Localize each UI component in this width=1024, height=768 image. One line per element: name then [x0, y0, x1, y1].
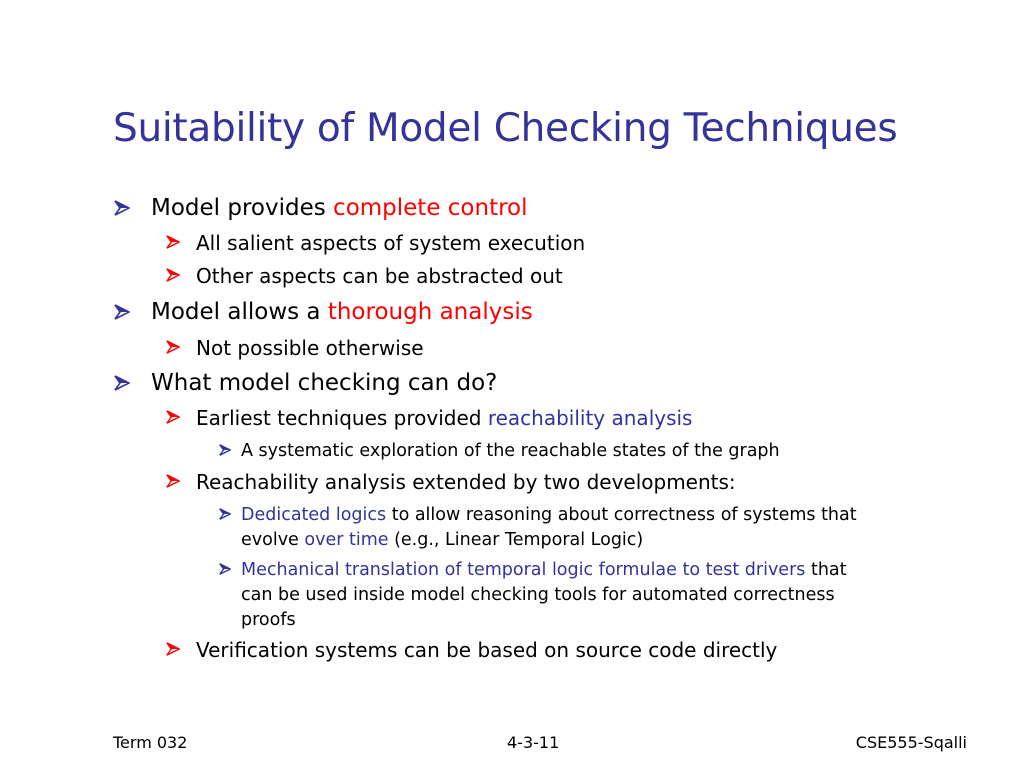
term-text: Mechanical translation of temporal logic formulae to test drivers — [241, 560, 806, 580]
bullet-text: Not possible otherwise — [196, 336, 424, 360]
bullet-text: All salient aspects of system execution — [196, 231, 586, 255]
bullet-text: that — [805, 560, 847, 580]
bullet-text: Verification systems can be based on source code directly — [196, 638, 778, 662]
bullet-text: Model provides — [151, 195, 334, 221]
arrow-bullet-icon — [166, 642, 180, 656]
term-text: over time — [304, 530, 389, 550]
highlight-text: complete control — [333, 195, 528, 221]
bullet-text: Reachability analysis extended by two developments: — [196, 470, 736, 494]
sub-bullet-item — [196, 231, 585, 255]
arrow-bullet-icon — [219, 563, 231, 575]
arrow-bullet-icon — [166, 410, 180, 424]
arrow-bullet-icon — [114, 200, 130, 216]
footer-term: Term 032 — [113, 733, 188, 752]
arrow-bullet-icon — [166, 474, 180, 488]
sub-bullet-item — [196, 336, 424, 360]
bullet-line — [241, 528, 857, 553]
bullet-line: proofs — [241, 610, 296, 630]
bullet-text: Other aspects can be abstracted out — [196, 264, 563, 288]
arrow-bullet-icon — [219, 508, 231, 520]
bullet-text: Model allows a — [151, 299, 328, 325]
footer-date: 4-3-11 — [507, 733, 560, 752]
sub-sub-bullet-item — [241, 558, 847, 633]
term-text: Dedicated logics — [241, 505, 387, 525]
footer-course: CSE555-Sqalli — [855, 733, 967, 752]
bullet-item — [151, 370, 497, 396]
sub-sub-bullet-item — [241, 439, 780, 464]
term-text: reachability analysis — [487, 406, 693, 430]
bullet-text: (e.g., Linear Temporal Logic) — [388, 530, 644, 550]
bullet-line — [241, 503, 857, 528]
arrow-bullet-icon — [166, 268, 180, 282]
sub-bullet-item — [196, 470, 736, 494]
arrow-bullet-icon — [114, 304, 130, 320]
arrow-bullet-icon — [219, 444, 231, 456]
bullet-line: can be used inside model checking tools for automated correctness — [241, 585, 835, 605]
bullet-text: Earliest techniques provided — [196, 406, 488, 430]
arrow-bullet-icon — [166, 340, 180, 354]
sub-bullet-item — [196, 638, 777, 662]
bullet-line — [241, 558, 847, 583]
arrow-bullet-icon — [114, 375, 130, 391]
bullet-text: to allow reasoning about correctness of systems that — [386, 505, 857, 525]
slide-title: Suitability of Model Checking Techniques — [113, 106, 898, 151]
bullet-text: What model checking can do? — [151, 370, 498, 396]
bullet-text: A systematic exploration of the reachable states of the graph — [241, 441, 780, 461]
highlight-text: thorough analysis — [327, 299, 533, 325]
arrow-bullet-icon — [166, 235, 180, 249]
bullet-text: evolve — [241, 530, 305, 550]
bullet-item — [151, 299, 533, 325]
sub-bullet-item — [196, 264, 563, 288]
sub-sub-bullet-item — [241, 503, 857, 553]
bullet-item — [151, 195, 528, 221]
sub-bullet-item — [196, 406, 692, 430]
